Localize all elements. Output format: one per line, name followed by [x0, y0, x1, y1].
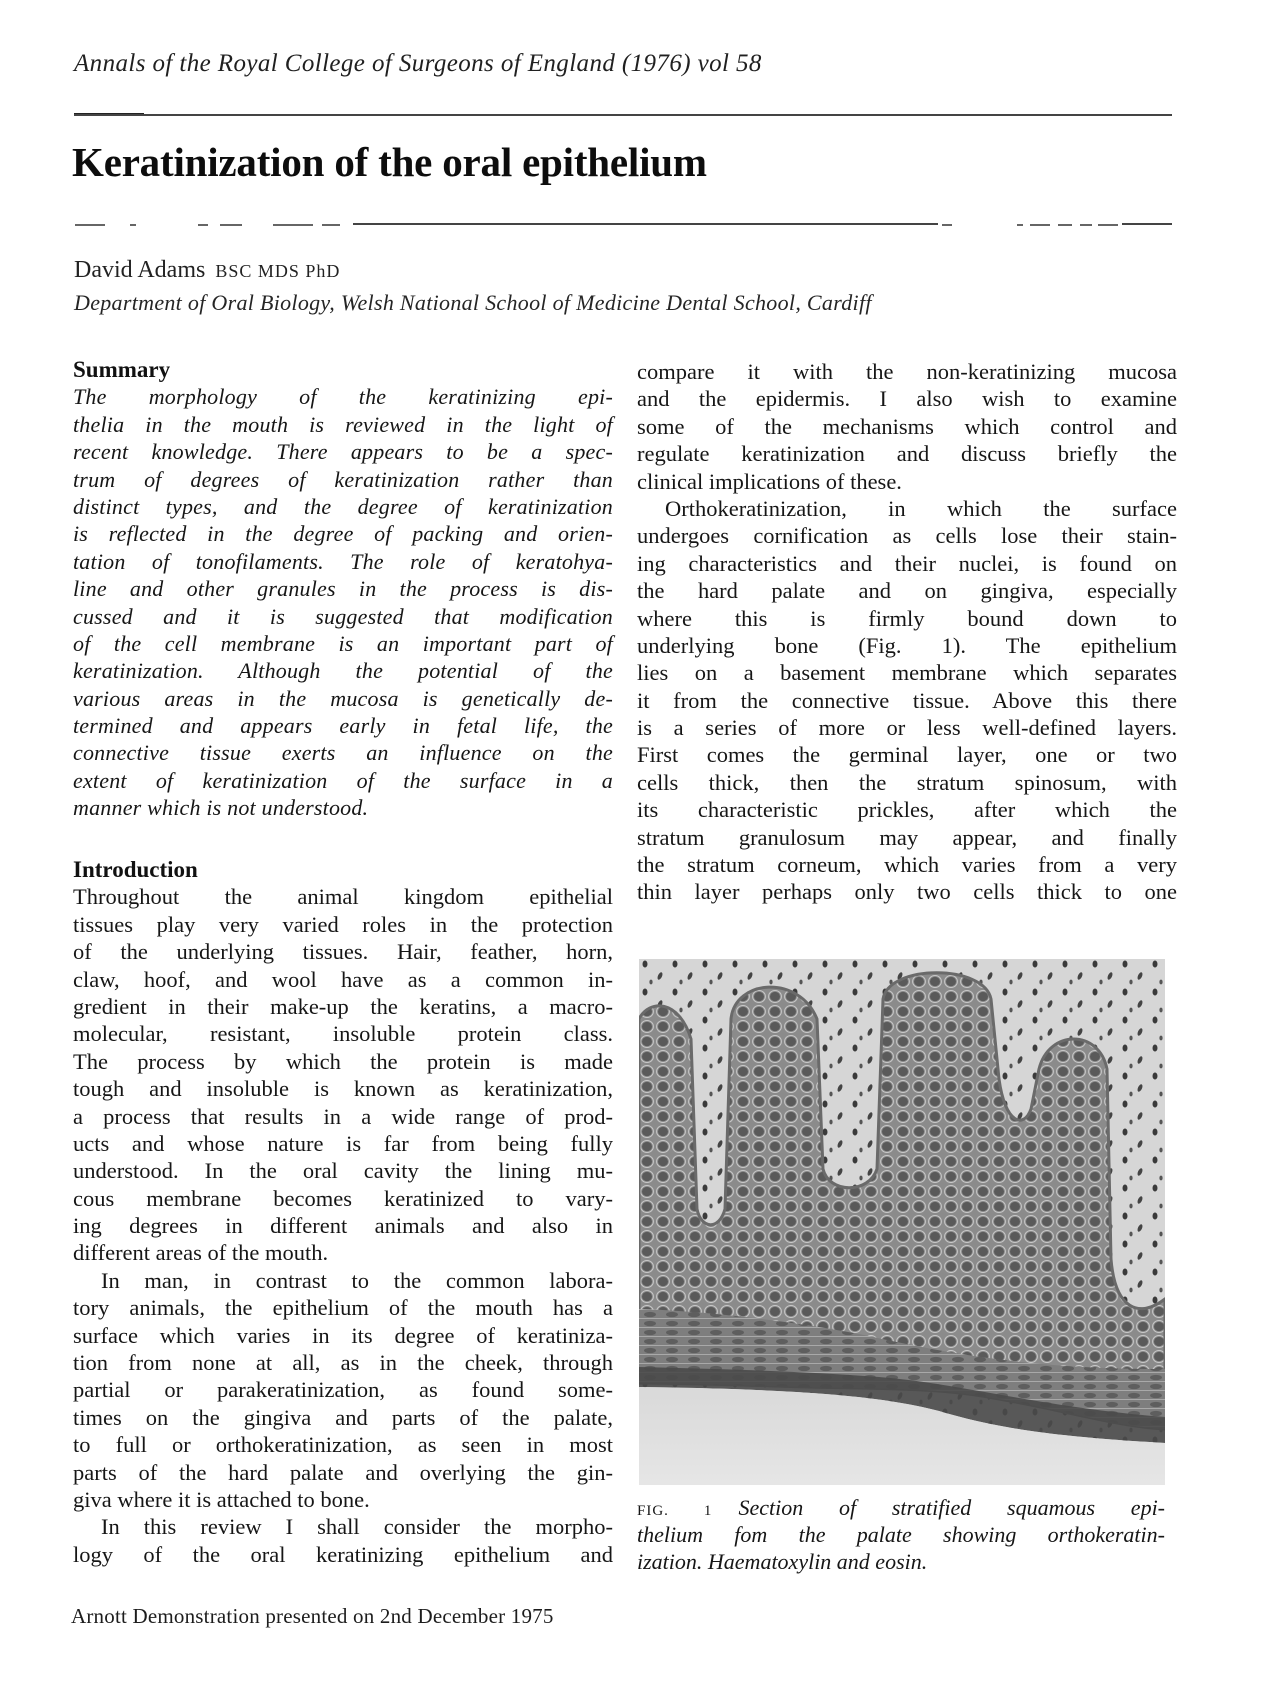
body-line: the stratum corneum, which varies from a very: [637, 852, 1177, 878]
header-rule: [74, 114, 1172, 116]
body-line: partial or parakeratinization, as found some-: [73, 1377, 613, 1403]
summary-line: extent of keratinization of the surface in a: [73, 767, 613, 793]
summary-line: is reflected in the degree of packing and orien-: [73, 521, 613, 547]
caption-line: ization. Haematoxylin and eosin.: [637, 1549, 928, 1574]
summary-line: distinct types, and the degree of keratinization: [73, 493, 613, 519]
intro-paragraph-2: [73, 1267, 613, 1514]
right-paragraph-2: [637, 495, 1177, 906]
body-line: ing degrees in different animals and also in: [73, 1213, 613, 1239]
figure-1-micrograph: [639, 959, 1165, 1485]
right-paragraph-1: [637, 358, 1177, 495]
body-line: and the epidermis. I also wish to examine: [637, 386, 1177, 412]
body-line: a process that results in a wide range of prod-: [73, 1103, 613, 1129]
body-line: Throughout the animal kingdom epithelial: [73, 884, 613, 910]
body-line: molecular, resistant, insoluble protein class.: [73, 1021, 613, 1047]
body-line: parts of the hard palate and overlying the gin-: [73, 1459, 613, 1485]
body-line: where this is firmly bound down to: [637, 605, 1177, 631]
body-line: compare it with the non-keratinizing mucosa: [637, 359, 1177, 384]
body-line: its characteristic prickles, after which the: [637, 797, 1177, 823]
summary-line: The morphology of the keratinizing epi-: [73, 384, 613, 410]
summary-line: various areas in the mucosa is genetically de-: [73, 685, 613, 711]
summary-body: [73, 383, 613, 821]
summary-line: tation of tonofilaments. The role of keratohya-: [73, 548, 613, 574]
author-degrees: BSC MDS PhD: [215, 261, 341, 281]
summary-heading: Summary: [73, 357, 171, 382]
body-line: In this review I shall consider the morpho-: [101, 1514, 613, 1540]
author-name: David Adams: [74, 257, 206, 283]
summary-line: manner which is not understood.: [73, 795, 369, 821]
summary-line: of the cell membrane is an important part of: [73, 630, 613, 656]
summary-line: connective tissue exerts an influence on the: [73, 740, 613, 766]
summary-line: cussed and it is suggested that modification: [73, 603, 613, 629]
caption-text: Section of stratified squamous epi-: [738, 1495, 1166, 1520]
summary-line: thelia in the mouth is reviewed in the light of: [73, 411, 613, 437]
summary-section: [73, 356, 613, 822]
body-line: understood. In the oral cavity the lining mu-: [73, 1158, 613, 1184]
summary-line: trum of degrees of keratinization rather than: [73, 466, 613, 492]
body-line: the hard palate and on gingiva, especially: [637, 578, 1177, 604]
footnote: Arnott Demonstration presented on 2nd December 1975: [71, 1604, 554, 1628]
body-line: cous membrane becomes keratinized to vary-: [73, 1185, 613, 1211]
body-line: clinical implications of these.: [637, 468, 902, 494]
caption-line: thelium fom the palate showing orthokeratin-: [637, 1522, 1165, 1547]
body-line: it from the connective tissue. Above this there: [637, 687, 1177, 713]
body-line: thin layer perhaps only two cells thick to one: [637, 879, 1177, 905]
author-affiliation: Department of Oral Biology, Welsh National School of Medicine Dental School, Cardiff: [74, 290, 872, 315]
body-line: claw, hoof, and wool have as a common in-: [73, 966, 613, 992]
body-line: ing characteristics and their nuclei, is found on: [637, 550, 1177, 576]
body-line: is a series of more or less well-defined layers.: [637, 715, 1177, 741]
body-line: ucts and whose nature is far from being fully: [73, 1130, 613, 1156]
body-line: to full or orthokeratinization, as seen in most: [73, 1432, 613, 1458]
body-line: different areas of the mouth.: [73, 1240, 329, 1266]
body-line: tissues play very varied roles in the protection: [73, 911, 613, 937]
summary-line: termined and appears early in fetal life, the: [73, 713, 613, 739]
intro-paragraph-1: [73, 883, 613, 1266]
caption-line: [637, 1494, 1165, 1521]
body-line: cells thick, then the stratum spinosum, with: [637, 769, 1177, 795]
introduction-section: [73, 856, 613, 1568]
summary-line: line and other granules in the process is dis-: [73, 576, 613, 602]
summary-line: recent knowledge. There appears to be a spec-: [73, 439, 613, 465]
body-line: tough and insoluble is known as keratinization,: [73, 1076, 613, 1102]
body-line: tion from none at all, as in the cheek, through: [73, 1350, 613, 1376]
body-line: times on the gingiva and parts of the palate,: [73, 1404, 613, 1430]
right-column-text: [637, 358, 1177, 906]
body-line: some of the mechanisms which control and: [637, 413, 1177, 439]
body-line: giva where it is attached to bone.: [73, 1486, 370, 1512]
body-line: underlying bone (Fig. 1). The epithelium: [637, 632, 1177, 658]
body-line: of the underlying tissues. Hair, feather, horn,: [73, 939, 613, 965]
intro-paragraph-3: [73, 1513, 613, 1568]
body-line: surface which varies in its degree of keratiniza-: [73, 1322, 613, 1348]
body-line: tory animals, the epithelium of the mouth has a: [73, 1295, 613, 1321]
introduction-heading: Introduction: [73, 857, 198, 882]
body-line: logy of the oral keratinizing epithelium and: [73, 1541, 613, 1567]
body-line: gredient in their make-up the keratins, a macro-: [73, 993, 613, 1019]
journal-header: Annals of the Royal College of Surgeons of England (1976) vol 58: [74, 50, 762, 77]
body-line: The process by which the protein is made: [73, 1048, 613, 1074]
body-line: In man, in contrast to the common labora-: [101, 1267, 613, 1293]
article-title: Keratinization of the oral epithelium: [72, 139, 707, 185]
body-line: First comes the germinal layer, one or two: [637, 742, 1177, 768]
body-line: lies on a basement membrane which separates: [637, 660, 1177, 686]
summary-line: keratinization. Although the potential of the: [73, 658, 613, 684]
body-line: regulate keratinization and discuss briefly the: [637, 441, 1177, 467]
body-line: undergoes cornification as cells lose their stain-: [637, 523, 1177, 549]
figure-label: FIG. 1: [637, 1503, 713, 1519]
body-line: Orthokeratinization, in which the surface: [665, 495, 1177, 521]
figure-1-caption: [637, 1494, 1165, 1575]
author-line: [74, 257, 340, 284]
body-line: stratum granulosum may appear, and finally: [637, 824, 1177, 850]
